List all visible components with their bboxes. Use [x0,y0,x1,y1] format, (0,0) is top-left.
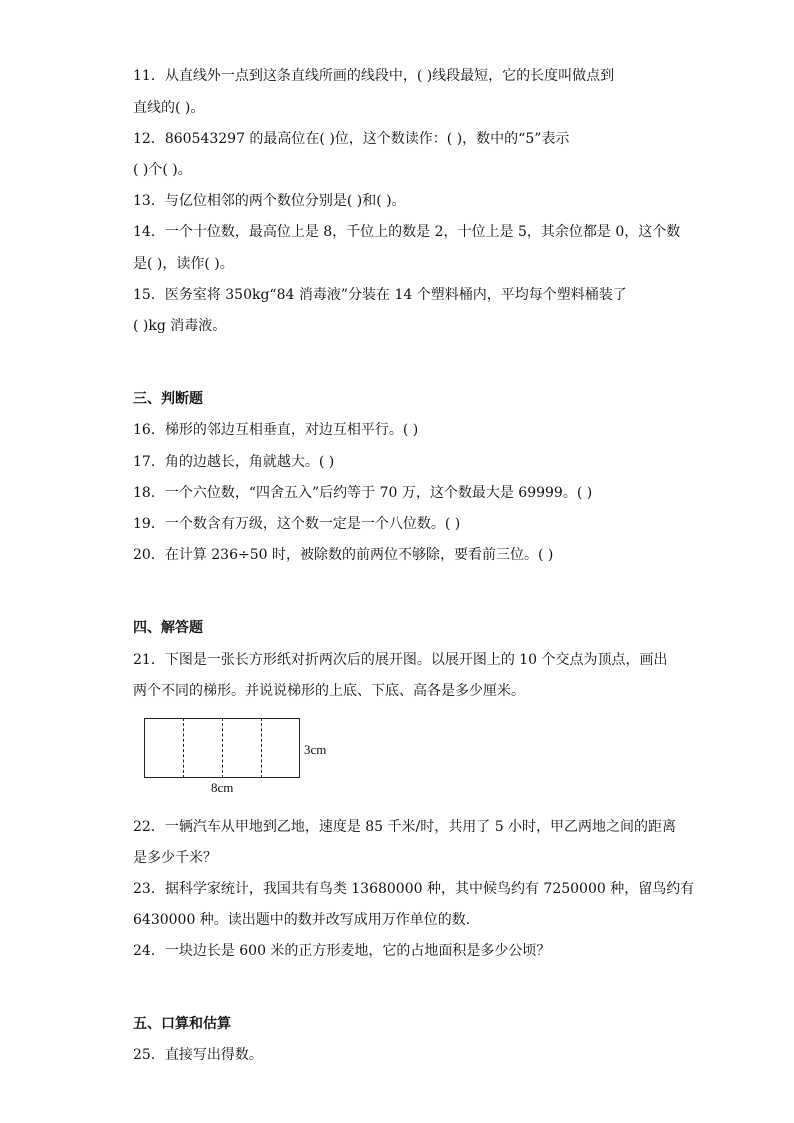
q12-line2: ( )个( )。 [133,162,192,178]
folded-paper-figure [140,714,340,798]
q22-line1: 22．一辆汽车从甲地到乙地，速度是 85 千米/时，共用了 5 小时，甲乙两地之间的距离 [133,819,677,835]
q15-line2: ( )kg 消毒液。 [133,318,227,334]
width-label: 8cm [211,780,234,795]
fold-line-2 [222,718,223,778]
q23-line2: 6430000 种。读出题中的数并改写成用万作单位的数. [133,912,471,928]
q24: 24．一块边长是 600 米的正方形麦地，它的占地面积是多少公顷？ [133,943,551,959]
q13: 13．与亿位相邻的两个数位分别是( )和( )。 [133,193,406,209]
q14-line2: 是( )，读作( )。 [133,256,234,272]
q21-line2: 两个不同的梯形。并说说梯形的上底、下底、高各是多少厘米。 [133,683,525,699]
height-label: 3cm [304,742,327,757]
q12-line1: 12．860543297 的最高位在( )位，这个数读作：( )，数中的“5”表示 [133,131,570,147]
q11-line2: 直线的( )。 [133,100,205,116]
q19: 19．一个数含有万级，这个数一定是一个八位数。( ) [133,516,461,532]
q14-line1: 14．一个十位数，最高位上是 8，千位上的数是 2，十位上是 5，其余位都是 0，这个数 [133,224,681,240]
q17: 17．角的边越长，角就越大。( ) [133,454,335,470]
fold-line-1 [183,718,184,778]
q21-line1: 21．下图是一张长方形纸对折两次后的展开图。以展开图上的 10 个交点为顶点，画出 [133,652,668,668]
q23-line1: 23．据科学家统计，我国共有鸟类 13680000 种，其中候鸟约有 7250000 种，留鸟约有 [133,881,695,897]
q22-line2: 是多少千米？ [133,850,217,866]
q16: 16．梯形的邻边互相垂直，对边互相平行。( ) [133,422,419,438]
q11-line1: 11．从直线外一点到这条直线所画的线段中，( )线段最短，它的长度叫做点到 [133,68,615,84]
q15-line1: 15．医务室将 350kg“84 消毒液”分装在 14 个塑料桶内，平均每个塑料桶装了 [133,287,627,303]
q20: 20．在计算 236÷50 时，被除数的前两位不够除，要看前三位。( ) [133,547,554,563]
section-title-judgement: 三、判断题 [133,391,203,407]
section-title-answer: 四、解答题 [133,620,203,636]
section-title-mental-math: 五、口算和估算 [133,1016,231,1032]
q18: 18．一个六位数，“四舍五入”后约等于 70 万，这个数最大是 69999。( ) [133,485,593,501]
fold-line-3 [261,718,262,778]
q25: 25．直接写出得数。 [133,1047,263,1063]
